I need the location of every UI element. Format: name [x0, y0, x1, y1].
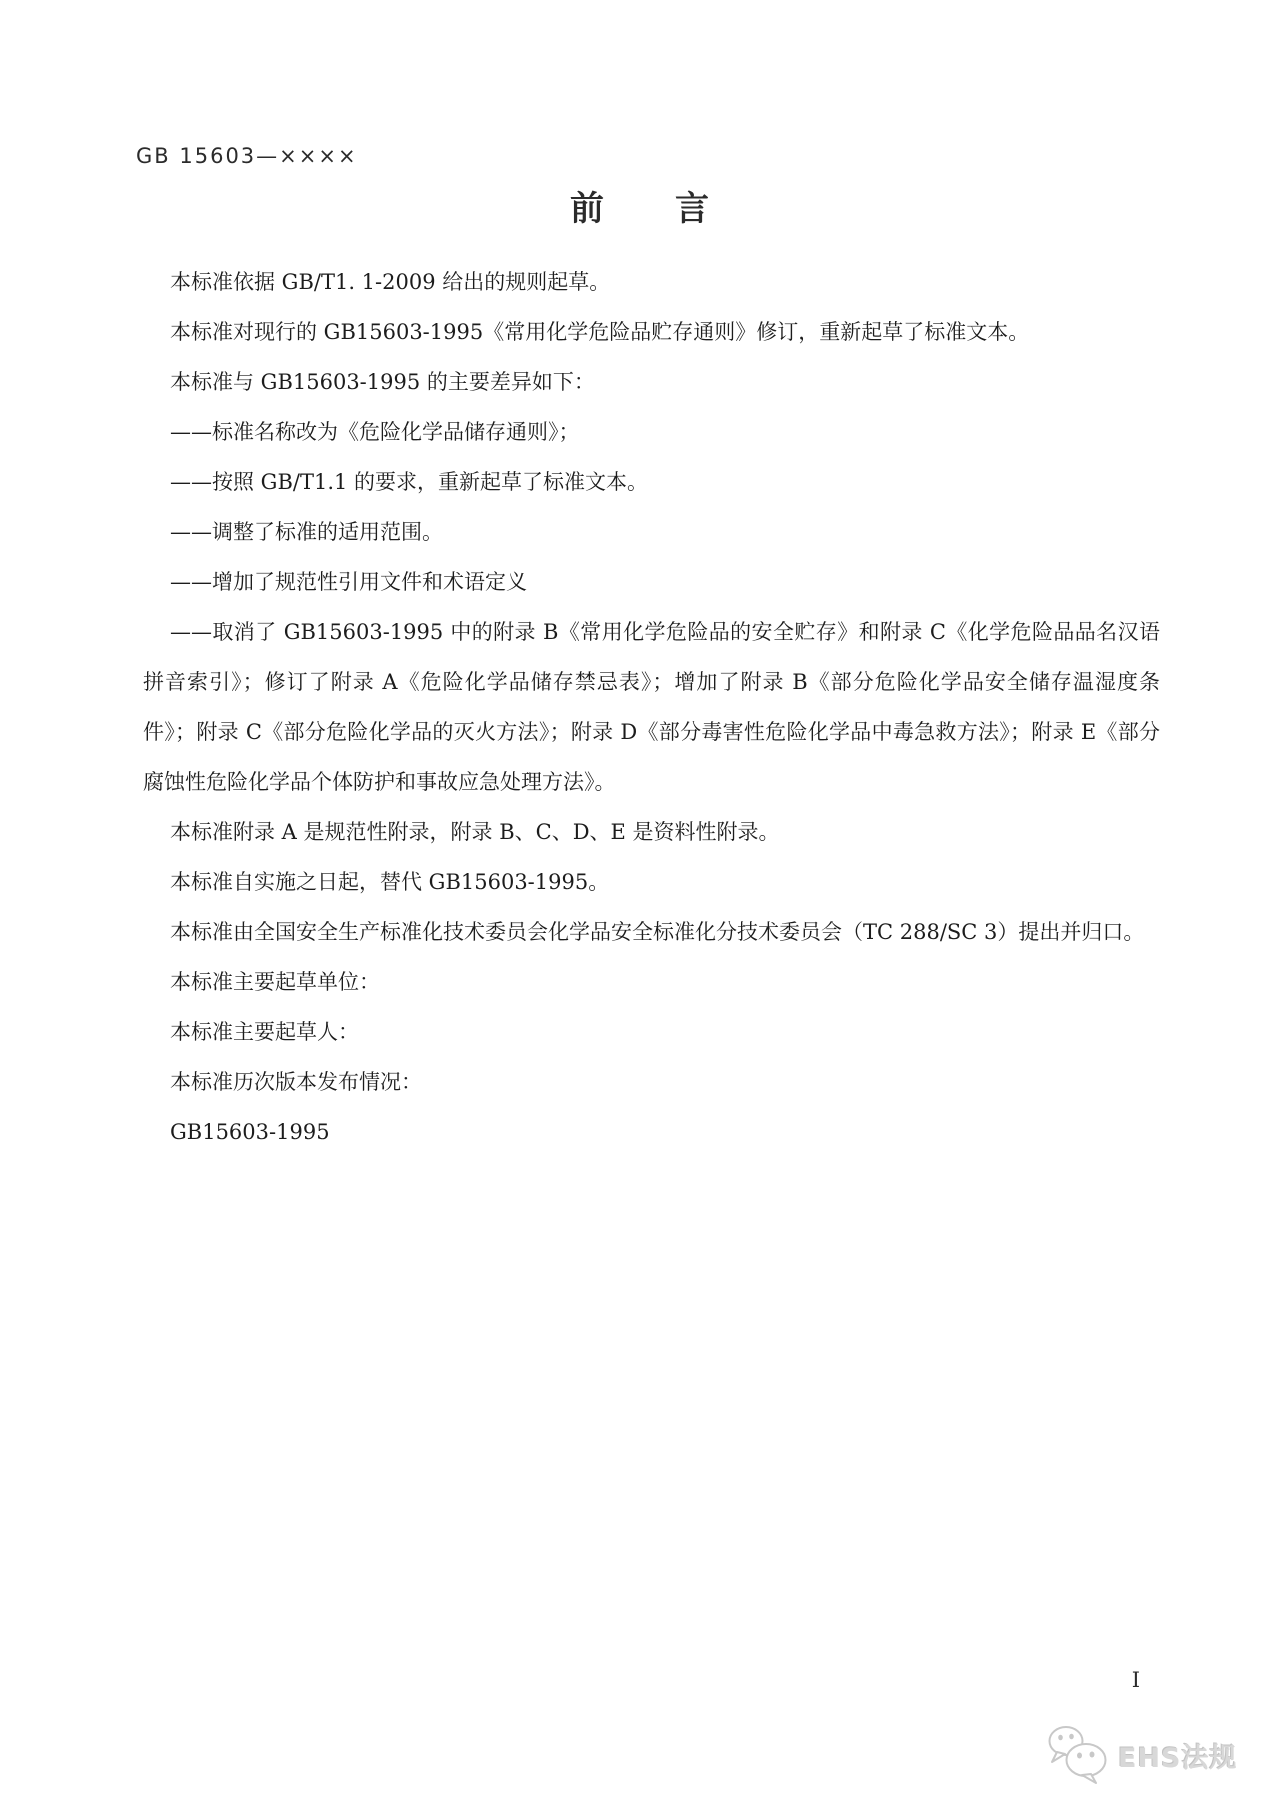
watermark [1044, 1722, 1238, 1788]
body-paragraphs [143, 257, 1160, 1157]
paragraph: ——标准名称改为《危险化学品储存通则》； [170, 420, 580, 444]
page-number: I [1131, 1668, 1140, 1692]
paragraph: 本标准与 GB15603-1995 的主要差异如下： [170, 370, 595, 394]
paragraph: 本标准主要起草人： [170, 1020, 359, 1044]
paragraph: ——调整了标准的适用范围。 [170, 520, 443, 544]
paragraph: 本标准主要起草单位： [170, 970, 380, 994]
paragraph: 本标准附录 A 是规范性附录，附录 B、C、D、E 是资料性附录。 [170, 820, 780, 844]
paragraph: 本标准依据 GB/T1. 1-2009 给出的规则起草。 [170, 270, 611, 294]
paragraph: 本标准自实施之日起，替代 GB15603-1995。 [170, 870, 610, 894]
page-title: 前 言 [570, 189, 710, 229]
watermark-label: EHS法规 [1118, 1742, 1238, 1774]
paragraph: 本标准对现行的 GB15603-1995《常用化学危险品贮存通则》修订，重新起草了标准文本。 [170, 320, 1030, 344]
paragraph: ——取消了 GB15603-1995 中的附录 B《常用化学危险品的安全贮存》和附录 C《化学危险品品名汉语拼音索引》；修订了附录 A《危险化学品储存禁忌表》；增加了附录 B《部分危险化学品安全储存温湿度条件》；附录 C《部分危险化学品的灭火方法》；附录 D《部分毒害性危险化学品中毒急救方法》；附录 E《部分腐蚀性危险化学品个体防护和事故应急处理方法》。 [143, 620, 1160, 794]
standard-number: GB 15603—×××× [136, 144, 358, 168]
paragraph: 本标准历次版本发布情况： [170, 1070, 422, 1094]
paragraph: GB15603-1995 [170, 1120, 330, 1144]
paragraph: ——按照 GB/T1.1 的要求，重新起草了标准文本。 [170, 470, 649, 494]
wechat-icon [1044, 1722, 1110, 1788]
paragraph: 本标准由全国安全生产标准化技术委员会化学品安全标准化分技术委员会（TC 288/SC 3）提出并归口。 [170, 920, 1145, 944]
paragraph: ——增加了规范性引用文件和术语定义 [170, 570, 527, 594]
